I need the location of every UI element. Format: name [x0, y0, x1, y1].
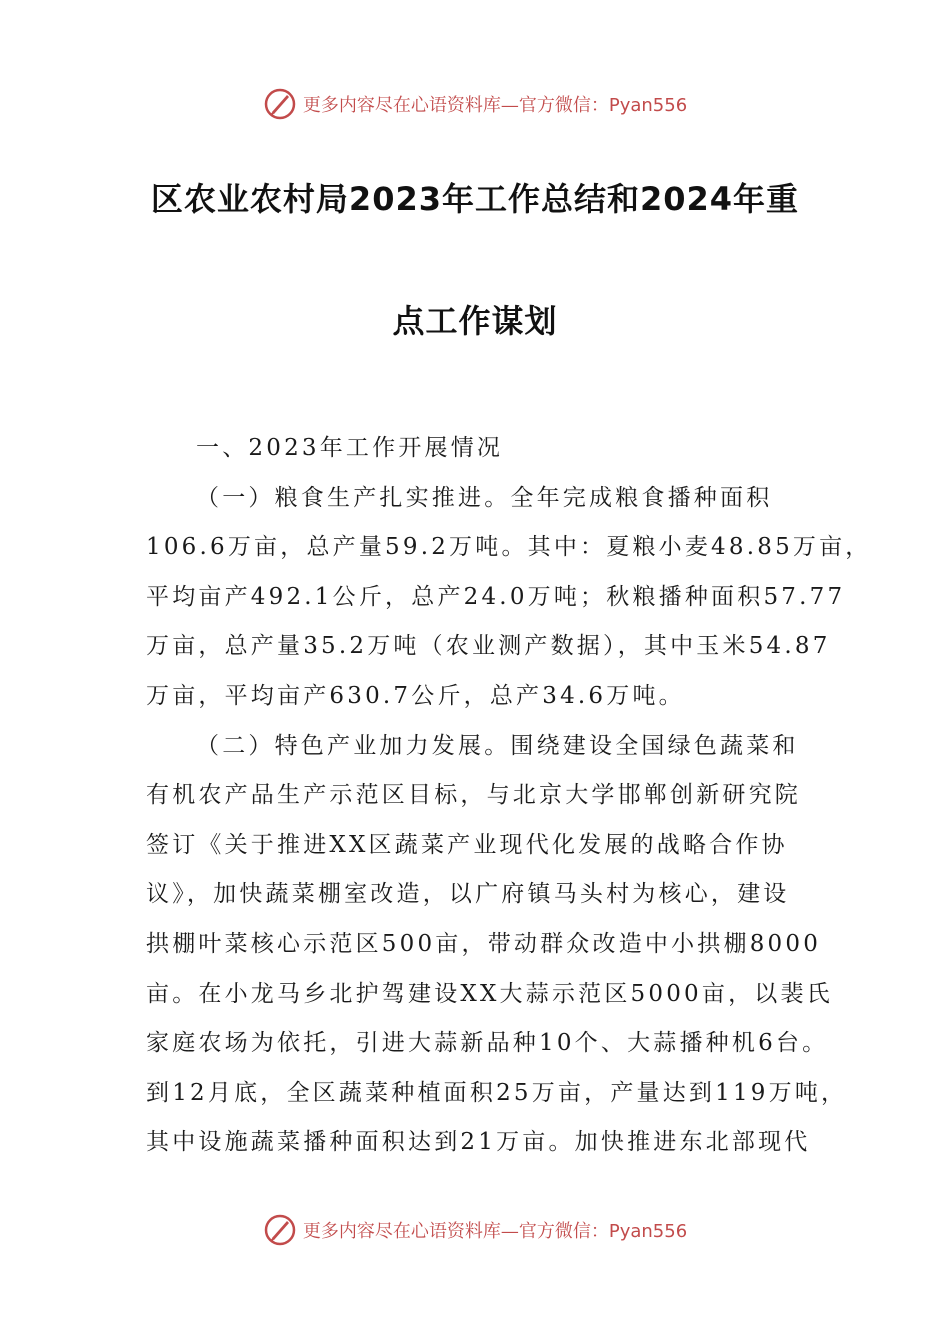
paragraph-2-line: 签订《关于推进XX区蔬菜产业现代化发展的战略合作协 [146, 831, 788, 858]
document-title-line-2: 点工作谋划 [392, 302, 558, 340]
document-body [146, 424, 872, 1168]
paragraph-2-line: 亩。在小龙马乡北护驾建设XX大蒜示范区5000亩，以裴氏 [146, 980, 833, 1007]
watermark-wechat-id: Pyan556 [608, 95, 688, 116]
section-heading: 一、2023年工作开展情况 [196, 435, 504, 461]
watermark-text: 更多内容尽在心语资料库—官方微信：Pyan556 [302, 1221, 688, 1242]
paragraph-2-line: 家庭农场为依托，引进大蒜新品种10个、大蒜播种机6台。 [146, 1030, 829, 1057]
paragraph-2-line: 有机农产品生产示范区目标，与北京大学邯郸创新研究院 [146, 782, 801, 809]
watermark-header [0, 84, 950, 124]
watermark-wechat-id: Pyan556 [608, 1221, 688, 1242]
paragraph-2-line: 到12月底，全区蔬菜种植面积25万亩，产量达到119万吨， [146, 1079, 848, 1106]
paragraph-1-line: 106.6万亩，总产量59.2万吨。其中：夏粮小麦48.85万亩， [146, 534, 872, 561]
paragraph-2-line: 拱棚叶菜核心示范区500亩，带动群众改造中小拱棚8000 [146, 930, 822, 957]
watermark-text: 更多内容尽在心语资料库—官方微信：Pyan556 [302, 95, 688, 116]
paragraph-1-line: 平均亩产492.1公斤，总产24.0万吨；秋粮播种面积57.77 [146, 583, 846, 610]
paragraph-2-line: 议》，加快蔬菜棚室改造，以广府镇马头村为核心，建设 [146, 881, 790, 908]
paragraph-1-line: 万亩，总产量35.2万吨（农业测产数据），其中玉米54.87 [146, 633, 831, 660]
paragraph-2-line: 其中设施蔬菜播种面积达到21万亩。加快推进东北部现代 [146, 1129, 811, 1156]
quill-logo-icon [263, 87, 297, 121]
paragraph-1-line: （一）粮食生产扎实推进。全年完成粮食播种面积 [196, 484, 773, 511]
paragraph-2-line: （二）特色产业加力发展。围绕建设全国绿色蔬菜和 [196, 732, 799, 759]
quill-logo-icon [263, 1213, 297, 1247]
paragraph-1-line: 万亩，平均亩产630.7公斤，总产34.6万吨。 [146, 682, 685, 709]
watermark-footer [0, 1210, 950, 1250]
document-title-line-1: 区农业农村局2023年工作总结和2024年重 [150, 180, 800, 218]
